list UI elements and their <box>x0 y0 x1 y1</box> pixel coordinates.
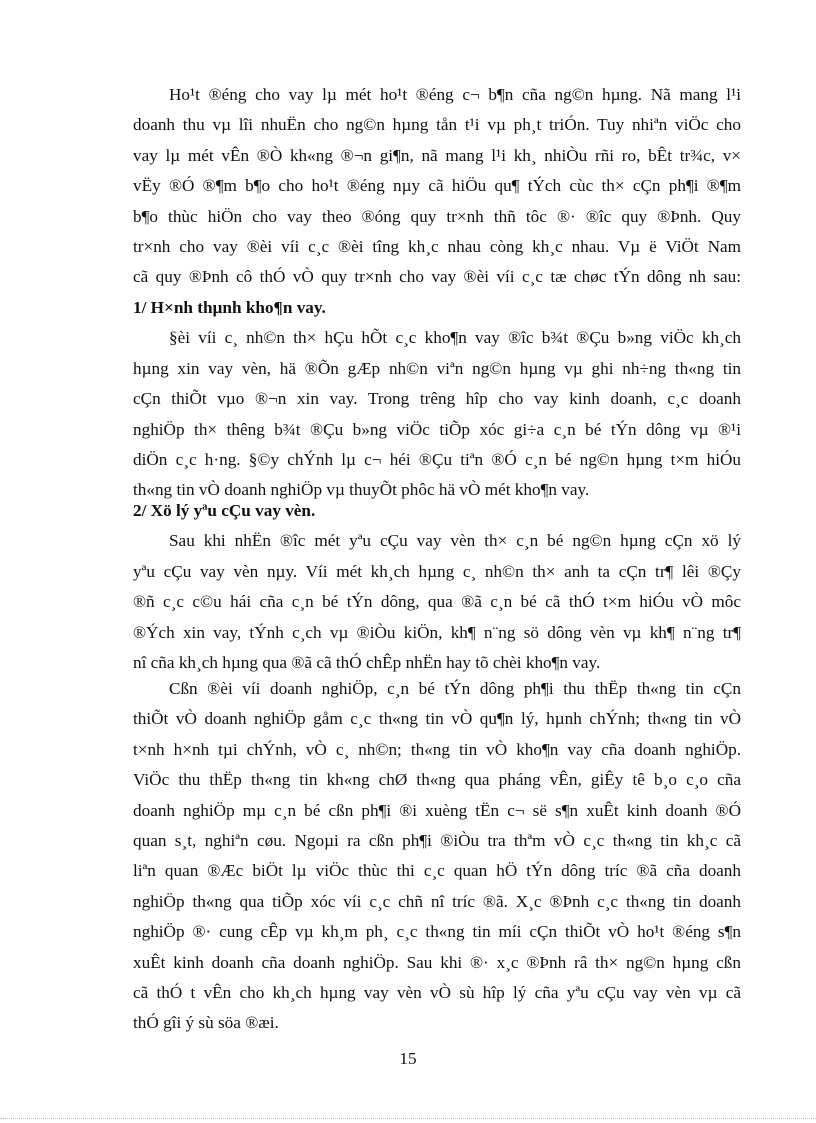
text-line: doanh nghiÖp mµ c¸n bé cßn ph¶i ®i xuèng tËn c¬ së s¶n xuÊt kinh doanh ®Ó <box>133 800 741 820</box>
text-line: liªn quan ®Æc biÖt lµ viÖc thùc thi c¸c quan hÖ tÝn dông tríc ®ã cña doanh <box>133 861 741 881</box>
text-line: xuÊt kinh doanh cña doanh nghiÖp. Sau khi ®· x¸c ®Þnh râ th× ng©n hµng cßn <box>133 952 741 972</box>
text-line: ®Ých xin vay, tÝnh c¸ch vµ ®iÒu kiÖn, kh¶ n¨ng sö dông vèn vµ kh¶ n¨ng tr¶ <box>133 622 741 642</box>
text-line: doanh thu vµ lîi nhuËn cho ng©n hµng tån t¹i vµ ph¸t triÓn. Tuy nhiªn viÖc cho <box>133 115 741 135</box>
text-line: thiÕt vÒ doanh nghiÖp gåm c¸c th«ng tin vÒ qu¶n lý, hµnh chÝnh; th«ng tin vÒ <box>133 709 741 729</box>
text-line: ®ñ c¸c c©u hái cña c¸n bé tÝn dông, qua ®ã c¸n bé cã thÓ t×m hiÓu vÒ môc <box>133 592 741 612</box>
paragraph-intro <box>133 80 741 293</box>
text-line: nghiÖp ®· cung cÊp vµ kh¸m ph¸ c¸c th«ng tin míi cÇn thiÕt vÒ ho¹t ®éng s¶n <box>133 922 741 942</box>
text-line: vay lµ mét vÊn ®Ò kh«ng ®¬n gi¶n, nã mang l¹i kh¸ nhiÒu rñi ro, bÊt tr¾c, v× <box>133 145 741 165</box>
text-line: diÖn c¸c h·ng. §©y chÝnh lµ c¬ héi ®Çu tiªn ®Ó c¸n bé ng©n hµng t×m hiÓu <box>133 449 741 469</box>
text-line: yªu cÇu vay vèn nµy. Víi mét kh¸ch hµng c¸ nh©n th× anh ta cÇn tr¶ lêi ®Çy <box>133 561 741 581</box>
text-line: cã thÓ t vÊn cho kh¸ch hµng vay vèn vÒ sù hîp lý cña yªu cÇu vay vèn vµ cã <box>133 982 741 1002</box>
text-line: Cßn ®èi víi doanh nghiÖp, c¸n bé tÝn dông ph¶i thu thËp th«ng tin cÇn <box>169 679 741 698</box>
section-heading-2: 2/ Xö lý yªu cÇu vay vèn. <box>133 501 316 520</box>
text-line: Ho¹t ®éng cho vay lµ mét ho¹t ®éng c¬ b¶n cña ng©n hµng. Nã mang l¹i <box>169 85 741 104</box>
text-line: t×nh h×nh tµi chÝnh, vÒ c¸ nh©n; th«ng tin vÒ kho¶n vay cña doanh nghiÖp. <box>133 739 741 759</box>
text-line: quan s¸t, nghiªn cøu. Ngoµi ra cßn ph¶i ®iÒu tra thªm vÒ c¸c th«ng tin kh¸c cã <box>133 830 741 850</box>
text-line: tr×nh cho vay ®èi víi c¸c ®èi tîng kh¸c nhau còng kh¸c nhau. Vµ ë ViÖt Nam <box>133 236 741 256</box>
text-line: nî cña kh¸ch hµng qua ®ã cã thÓ chÊp nhËn hay tõ chèi kho¶n vay. <box>133 652 601 672</box>
text-line: nghiÖp th«ng qua tiÕp xóc víi c¸c chñ nî tríc ®ã. X¸c ®Þnh c¸c th«ng tin doanh <box>133 891 741 911</box>
text-line: §èi víi c¸ nh©n th× hÇu hÕt c¸c kho¶n vay ®îc b¾t ®Çu b»ng viÖc kh¸ch <box>169 328 741 348</box>
text-line: nghiÖp th× thêng b¾t ®Çu b»ng viÖc tiÕp xóc gi÷a c¸n bé tÝn dông vµ ®¹i <box>133 419 741 439</box>
text-line: cÇn thiÕt vµo ®¬n xin vay. Trong trêng hîp cho vay kinh doanh, c¸c doanh <box>133 389 741 409</box>
text-line: vËy ®Ó ®¶m b¶o cho ho¹t ®éng nµy cã hiÖu qu¶ tÝch cùc th× cÇn ph¶i ®¶m <box>133 176 741 196</box>
page-bottom-divider <box>0 1118 816 1119</box>
text-line: thÓ gîi ý sù söa ®æi. <box>133 1013 279 1033</box>
text-line: Sau khi nhËn ®îc mét yªu cÇu vay vèn th× c¸n bé ng©n hµng cÇn xö lý <box>169 531 741 551</box>
section-1 <box>133 293 741 506</box>
text-line: cã quy ®Þnh cô thÓ vÒ quy tr×nh cho vay ®èi víi c¸c tæ chøc tÝn dông nh sau: <box>133 267 741 287</box>
page-number: 15 <box>399 1049 417 1068</box>
text-line: hµng xin vay vèn, hä ®Õn gÆp nh©n viªn ng©n hµng vµ ghi nh÷ng th«ng tin <box>133 358 741 378</box>
text-line: ViÖc thu thËp th«ng tin kh«ng chØ th«ng qua pháng vÊn, giÊy tê b¸o c¸o cña <box>133 770 741 790</box>
section-2 <box>133 496 741 678</box>
text-line: b¶o thùc hiÖn cho vay theo ®óng quy tr×nh thñ tôc ®· ®îc quy ®Þnh. Quy <box>133 206 741 226</box>
paragraph-enterprise <box>133 674 741 1039</box>
section-heading-1: 1/ H×nh thµnh kho¶n vay. <box>133 298 326 317</box>
text-line: th«ng tin vÒ doanh nghiÖp vµ thuyÕt phôc hä vÒ mét kho¶n vay. <box>133 480 590 500</box>
